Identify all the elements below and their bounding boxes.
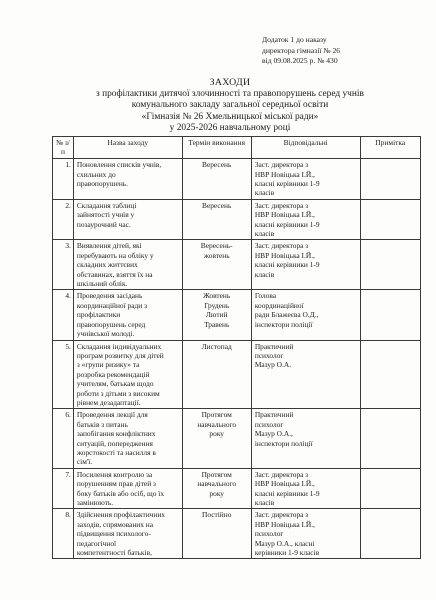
document-title: ЗАХОДИ — [209, 77, 251, 88]
resp-line: класів — [254, 269, 275, 279]
measure-responsible — [251, 409, 360, 468]
name-line: учнівської молоді. — [76, 329, 135, 339]
table-body — [53, 159, 421, 559]
resp-line: класні керівники 1-9 — [254, 179, 320, 188]
name-line: сім'ї. — [76, 457, 93, 467]
header-number: № з/п — [53, 137, 74, 159]
name-line: схильних до — [76, 169, 116, 179]
name-line: координаційної ради з — [76, 300, 147, 310]
term-line: Протягом — [201, 410, 232, 420]
addendum-line: директора гімназії № 26 — [262, 45, 341, 55]
resp-line: НВР Новіцька І.Й., — [254, 210, 315, 220]
table-row — [53, 468, 421, 509]
term-line: Вересень — [202, 200, 232, 210]
measure-term — [182, 340, 251, 409]
heading-line: комунального закладу загальної середньої освіти — [131, 100, 329, 110]
resp-line: інспектори поліції — [254, 319, 313, 329]
name-line: боку батьків або осіб, що їх — [76, 488, 165, 498]
measure-responsible — [251, 509, 360, 559]
resp-line: психолог — [254, 419, 284, 429]
resp-line: психолог — [254, 529, 284, 539]
resp-line: Практичний — [254, 410, 294, 420]
row-number: 2. — [53, 199, 74, 240]
name-line: Здійснення профілактичних — [76, 510, 165, 520]
measure-note — [360, 159, 420, 200]
table-row — [53, 199, 421, 240]
name-line: підвищення психолого- — [76, 529, 151, 539]
name-line: Проведення лекції для — [76, 410, 148, 420]
resp-line: НВР Новіцька І.Й., — [254, 519, 315, 529]
measure-note — [360, 290, 420, 340]
name-line: позаурочний час. — [76, 219, 131, 229]
resp-line: класні керівники 1-9 — [254, 219, 320, 229]
measure-name — [73, 199, 182, 240]
measure-note — [360, 509, 420, 559]
measure-responsible — [251, 199, 360, 240]
header-term: Термін виконання — [182, 137, 251, 159]
resp-line: Заст. директора з — [254, 510, 309, 520]
measure-responsible — [251, 468, 360, 509]
table-row — [53, 509, 421, 559]
measure-name — [73, 409, 182, 468]
resp-line: Мазур О.А. — [254, 360, 292, 370]
name-line: профілактики — [76, 310, 121, 320]
name-line: компетентності батьків, — [76, 548, 152, 558]
measure-name — [73, 240, 182, 290]
resp-line: Заст. директора з — [254, 160, 309, 170]
table-row — [53, 290, 421, 340]
measure-name — [73, 159, 182, 200]
measure-responsible — [251, 159, 360, 200]
heading-line: у 2025-2026 навчальному році — [169, 123, 291, 133]
term-line: Травень — [204, 319, 230, 329]
name-line: ситуацій, попередження — [76, 438, 153, 448]
name-line: Проведення засідань — [76, 291, 143, 301]
measures-table — [52, 136, 421, 559]
resp-line: Заст. директора з — [254, 241, 309, 251]
term-line: Жовтень — [203, 291, 231, 301]
row-number: 3. — [53, 240, 74, 290]
name-line: замінюють. — [76, 498, 114, 507]
name-line: жорстокості та насилля в — [76, 447, 156, 457]
heading-line: з профілактики дитячої злочинності та правопорушень серед учнів — [96, 88, 364, 99]
measure-term — [182, 199, 251, 240]
term-line: року — [209, 429, 224, 439]
name-line: зайнятості учнів у — [76, 210, 135, 220]
measure-note — [360, 340, 420, 409]
resp-line: НВР Новіцька І.Й., — [254, 479, 315, 489]
name-line: шкільний облік. — [76, 279, 128, 289]
name-line: педагогічної — [76, 538, 117, 548]
table-row — [53, 240, 421, 290]
resp-line: класів — [254, 498, 275, 507]
measure-term — [182, 468, 251, 509]
name-line: Складання таблиці — [76, 200, 137, 210]
measure-name — [73, 509, 182, 559]
table-row — [53, 409, 421, 468]
name-line: батьків з питань — [76, 419, 128, 429]
resp-line: Заст. директора з — [254, 200, 309, 210]
measure-responsible — [251, 290, 360, 340]
resp-line: Практичний — [254, 341, 294, 351]
measure-term — [182, 509, 251, 559]
measure-name — [73, 290, 182, 340]
name-line: Посилення контролю за — [76, 469, 153, 479]
resp-line: класні керівники 1-9 — [254, 488, 320, 498]
name-line: роботи з дітьми з високим — [76, 388, 160, 398]
measure-term — [182, 159, 251, 200]
measure-name — [73, 468, 182, 509]
resp-line: Голова — [254, 291, 277, 301]
name-line: правопорушень серед — [76, 319, 146, 329]
term-line: Вересень — [202, 160, 232, 170]
term-line: Листопад — [201, 341, 232, 351]
resp-line: НВР Новіцька І.Й., — [254, 169, 315, 179]
name-line: рівнем дезадаптації. — [76, 397, 141, 407]
table-header-row — [53, 137, 421, 159]
measure-name — [73, 340, 182, 409]
addendum-block — [262, 35, 340, 67]
term-line: навчального — [197, 479, 237, 489]
name-line: складних життєвих — [76, 260, 138, 270]
resp-line: психолог — [254, 350, 284, 360]
measure-note — [360, 240, 420, 290]
term-line: року — [209, 488, 224, 498]
row-number: 6. — [53, 409, 74, 468]
term-line: Постійно — [202, 510, 232, 520]
name-line: перебувають на обліку у — [76, 250, 154, 260]
term-line: Лютий — [205, 310, 228, 320]
name-line: обставинах, взяття їх на — [76, 269, 153, 279]
name-line: з «групи ризику» та — [76, 360, 140, 370]
row-number: 4. — [53, 290, 74, 340]
row-number: 8. — [53, 509, 74, 559]
name-line: програм розвитку для дітей — [76, 350, 164, 360]
document-heading — [40, 77, 420, 135]
name-line: Виявлення дітей, які — [76, 241, 142, 251]
table-row — [53, 159, 421, 200]
row-number: 7. — [53, 468, 74, 509]
name-line: розробка рекомендацій — [76, 369, 150, 379]
measure-note — [360, 409, 420, 468]
measure-note — [360, 199, 420, 240]
addendum-line: від 09.08.2025 р. № 430 — [262, 56, 338, 65]
resp-line: НВР Новіцька І.Й., — [254, 250, 315, 260]
name-line: заходів, спрямованих на — [76, 519, 154, 529]
row-number: 1. — [53, 159, 74, 200]
addendum-line: Додаток 1 до наказу — [262, 35, 327, 44]
header-name: Назва заходу — [73, 137, 182, 159]
header-responsible: Відповідальні — [251, 137, 360, 159]
resp-line: ради Блажеєва О.Д., — [254, 310, 319, 320]
resp-line: класів — [254, 229, 275, 239]
measure-term — [182, 240, 251, 290]
name-line: порушенням прав дітей з — [76, 479, 156, 489]
term-line: жовтень — [203, 250, 230, 260]
measure-term — [182, 409, 251, 468]
resp-line: інспектори поліції — [254, 438, 313, 448]
measure-responsible — [251, 340, 360, 409]
resp-line: Мазур О.А., — [254, 429, 293, 439]
header-note: Примітка — [360, 137, 420, 159]
resp-line: керівники 1-9 класів — [254, 548, 320, 558]
measure-note — [360, 468, 420, 509]
name-line: правопорушень. — [76, 179, 129, 188]
name-line: запобігання конфліктних — [76, 429, 156, 439]
resp-line: Мазур О.А., класні — [254, 538, 315, 548]
name-line: Складання індивідуальних — [76, 341, 162, 351]
resp-line: класні керівники 1-9 — [254, 260, 320, 270]
term-line: Вересень- — [200, 241, 233, 251]
resp-line: Заст. директора з — [254, 469, 309, 479]
row-number: 5. — [53, 340, 74, 409]
term-line: Грудень — [204, 300, 230, 310]
heading-line: «Гімназія № 26 Хмельницької міської ради» — [141, 111, 319, 122]
term-line: навчального — [197, 419, 237, 429]
term-line: Протягом — [201, 469, 232, 479]
table-row — [53, 340, 421, 409]
measure-responsible — [251, 240, 360, 290]
resp-line: координаційної — [254, 300, 304, 310]
name-line: учителям, батькам щодо — [76, 379, 154, 389]
resp-line: класів — [254, 188, 275, 198]
measure-term — [182, 290, 251, 340]
name-line: Поновлення списків учнів, — [76, 160, 162, 170]
